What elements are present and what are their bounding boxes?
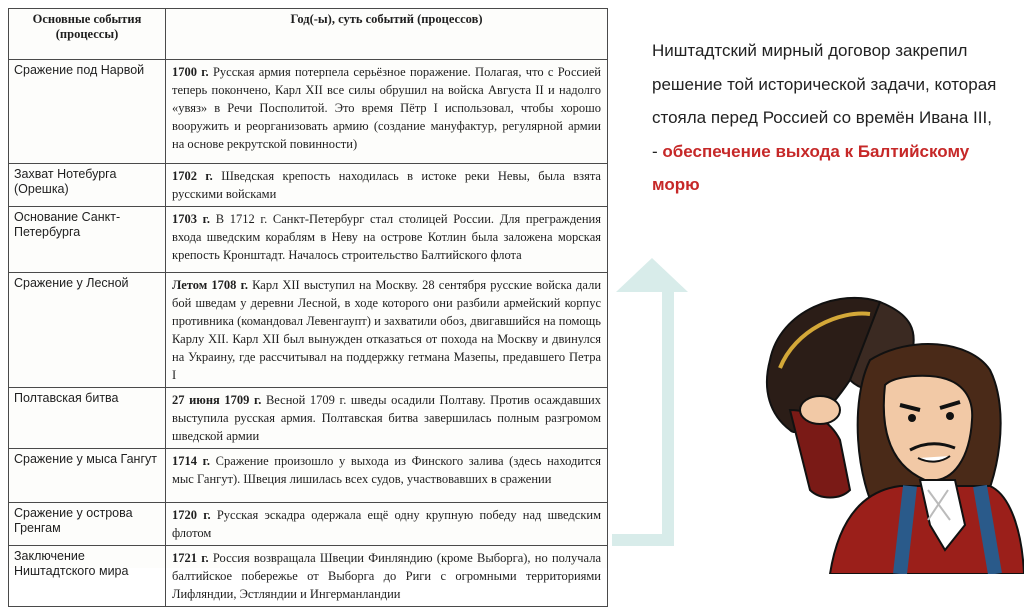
table-row (9, 503, 608, 546)
event-text: В 1712 г. Санкт-Петербург стал столицей России. Для преграждения входа шведским кораблям в Неву на острове Котлин была заложена морская крепость Кронштадт. Началось строительство Балтийского флота (172, 212, 601, 262)
table-row (9, 449, 608, 503)
event-year: 1702 г. (172, 169, 213, 183)
event-name: Основание Санкт-Петербурга (9, 207, 166, 273)
event-description (166, 546, 608, 607)
event-description (166, 388, 608, 449)
col-events-header: Основные события (процессы) (9, 9, 166, 60)
event-text: Сражение произошло у выхода из Финского залива (здесь находится мыс Гангут). Швеция лишилась всех судов, участвовавших в сражении (172, 454, 601, 486)
event-year: 27 июня 1709 г. (172, 393, 262, 407)
event-year: 1714 г. (172, 454, 210, 468)
event-name: Сражение у острова Гренгам (9, 503, 166, 546)
table-row (9, 388, 608, 449)
events-table (8, 8, 608, 607)
event-name: Сражение под Нарвой (9, 60, 166, 164)
table-header-row (9, 9, 608, 60)
event-year: 1700 г. (172, 65, 209, 79)
caption-text (652, 34, 1002, 202)
event-text: Карл XII выступил на Москву. 28 сентября русские войска дали бой шведам у деревни Лесной, в ходе которого они разбили армейский корпус противника (командовал Левенгаупт) и захватили обоз, двигавшийся на помощь Карлу XII. Карл XII был вынужден отказаться от похода на Москву и двинулся на Украину, где рассчитывал на поддержку гетмана Мазепы, предавшего Петра I (172, 278, 602, 382)
event-name: Сражение у Лесной (9, 273, 166, 388)
table-row (9, 273, 608, 388)
caption-highlight: обеспечение выхода к Балтийскому морю (652, 141, 970, 194)
event-year: Летом 1708 г. (172, 278, 248, 292)
event-text: Весной 1709 г. шведы осадили Полтаву. Против осаждавших выступила русская армия. Полтавская битва завершилась полным разгромом шведской армии (172, 393, 601, 443)
event-text: Русская армия потерпела серьёзное поражение. Полагая, что с Россией теперь покончено, Карл XII все силы обрушил на войска Августа II и надолго «увяз» в Речи Посполитой. Это время Пётр I использовал, чтобы хорошо вооружить и реорганизовать армию (создание мануфактур, регулярной армии на основе рекрутской повинности) (172, 65, 601, 151)
caption-main: Ништадтский мирный договор закрепил решение той исторической задачи, которая стояла перед Россией со времён Ивана III, - (652, 41, 997, 161)
event-year: 1720 г. (172, 508, 211, 522)
event-year: 1703 г. (172, 212, 211, 226)
event-year: 1721 г. (172, 551, 209, 565)
event-text: Русская эскадра одержала ещё одну крупную победу над шведским флотом (172, 508, 601, 540)
event-text: Россия возвращала Швеции Финляндию (кроме Выборга), но получала балтийское побережье от Выборга до Риги с огромными территориями Лифляндии, Эстляндии и Ингерманландии (172, 551, 601, 601)
event-description (166, 207, 608, 273)
col-years-header: Год(-ы), суть событий (процессов) (166, 9, 608, 60)
event-description (166, 503, 608, 546)
table-row (9, 207, 608, 273)
event-description (166, 164, 608, 207)
table-row (9, 164, 608, 207)
up-arrow-icon (612, 258, 692, 558)
event-description (166, 60, 608, 164)
event-description (166, 273, 608, 388)
event-description (166, 449, 608, 503)
table-row (9, 546, 608, 607)
event-name: Захват Нотебурга (Орешка) (9, 164, 166, 207)
event-name: Сражение у мыса Гангут (9, 449, 166, 503)
event-text: Шведская крепость находилась в истоке реки Невы, была взята русскими войсками (172, 169, 601, 201)
table-row (9, 60, 608, 164)
event-name: Полтавская битва (9, 388, 166, 449)
events-table-image (8, 8, 608, 601)
event-name: Заключение Ништадтского мира (9, 546, 166, 607)
peter-the-great-illustration (760, 290, 1024, 574)
